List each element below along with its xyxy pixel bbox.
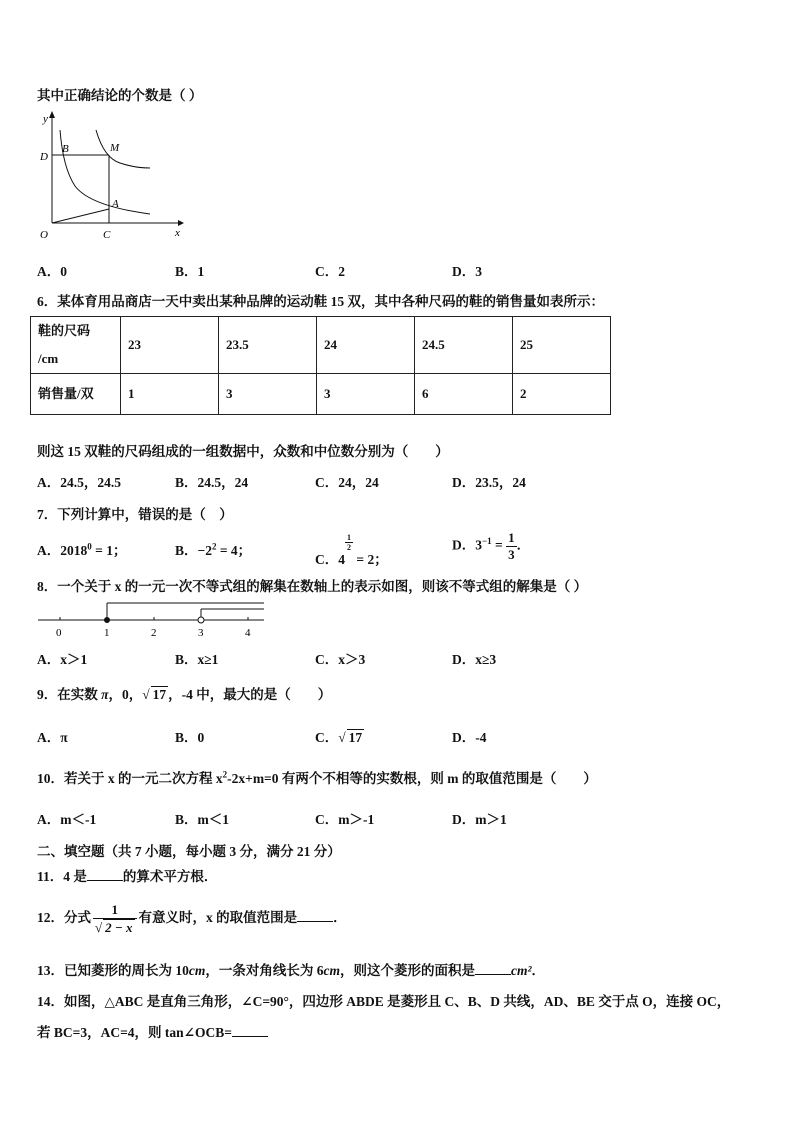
fig-d-label: D — [40, 151, 48, 163]
q8-option-d: D．x≥3 — [452, 652, 497, 667]
fig-y-label: y — [43, 113, 48, 125]
fig-o-label: O — [40, 229, 48, 241]
q9-option-c: C．√ 17 — [315, 730, 363, 745]
tick-label: 2 — [151, 627, 157, 639]
q5-figure — [30, 108, 190, 243]
q7-option-c: C．4 $\frac{1}{2}$ = 2； — [315, 533, 388, 567]
tick-label: 0 — [56, 627, 62, 639]
q10-option-d: D．m＞1 — [452, 812, 507, 827]
q9-option-b: B．0 — [175, 730, 205, 745]
q7-option-d: D．$3^{-1}$ = $\frac{1}{3}$ ． — [452, 530, 531, 562]
fig-c-label: C — [103, 229, 111, 241]
tick-label: 3 — [198, 627, 204, 639]
q6-option-c: C．24，24 — [315, 475, 379, 490]
table-cell: 23.5 — [219, 317, 317, 374]
size-header-label: 鞋的尺码 — [38, 323, 91, 338]
fig-x-label: x — [175, 227, 180, 239]
table-cell: 3 — [219, 374, 317, 415]
table-cell: 24 — [317, 317, 415, 374]
q8-stem: 8．一个关于 x 的一元一次不等式组的解集在数轴上的表示如图，则该不等式组的解集是（ ） — [37, 579, 588, 594]
q10-option-b: B．m＜1 — [175, 812, 229, 827]
q13: 13．已知菱形的周长为 10cm，一条对角线长为 6cm，则这个菱形的面积是 cm²． — [37, 963, 546, 978]
tick-label: 1 — [104, 627, 110, 639]
q7-stem: 7．下列计算中，错误的是（ ） — [37, 507, 233, 522]
table-cell: 2 — [513, 374, 611, 415]
q6-stem: 6．某体育用品商店一天中卖出某种品牌的运动鞋 15 双，其中各种尺码的鞋的销售量如表所示： — [37, 294, 604, 309]
q14-line1: 14．如图，△ABC 是直角三角形，∠C=90°，四边形 ABDE 是菱形且 C、B、D 共线，AD、BE 交于点 O，连接 OC， — [37, 994, 731, 1009]
section-2-heading: 二、填空题（共 7 小题，每小题 3 分，满分 21 分） — [37, 844, 341, 859]
fig-b-label: B — [62, 143, 69, 155]
table-row — [31, 374, 611, 415]
q8-option-a: A．x＞1 — [37, 652, 88, 667]
table-cell: 24.5 — [415, 317, 513, 374]
q6-option-d: D．23.5，24 — [452, 475, 526, 490]
fig-a-label: A — [112, 198, 119, 210]
q7-option-b: B．$-2^2 = 4$； — [175, 541, 252, 558]
q10-stem: 10．若关于 x 的一元二次方程 $x^2-2x+m=0$ 有两个不相等的实数根，则 m 的取值范围是（ ） — [37, 769, 597, 786]
fig-m-label: M — [110, 142, 120, 154]
q11: 11．4 是 的算术平方根． — [37, 869, 218, 884]
q6-question: 则这 15 双鞋的尺码组成的一组数据中，众数和中位数分别为（ ） — [37, 444, 449, 459]
q8-option-c: C．x＞3 — [315, 652, 366, 667]
table-cell: 3 — [317, 374, 415, 415]
shoe-size-table — [30, 316, 611, 415]
q9-option-d: D．-4 — [452, 730, 487, 745]
q10-option-a: A．m＜-1 — [37, 812, 97, 827]
table-cell: 6 — [415, 374, 513, 415]
table-cell: 25 — [513, 317, 611, 374]
q5-stem: 其中正确结论的个数是（ ） — [37, 88, 203, 103]
tick-label: 4 — [245, 627, 251, 639]
q9-stem: 9．在实数 π，0，√ 17 ，-4 中，最大的是（ ） — [37, 687, 332, 702]
q5-option-d: D．3 — [452, 264, 482, 279]
q5-option-c: C．2 — [315, 264, 345, 279]
size-header-unit: /cm — [38, 351, 59, 366]
table-header-cell: 销售量/双 — [31, 374, 121, 415]
table-cell: 1 — [121, 374, 219, 415]
table-header-cell — [31, 317, 121, 374]
table-cell: 23 — [121, 317, 219, 374]
q9-option-a: A．π — [37, 730, 68, 745]
q5-option-b: B．1 — [175, 264, 205, 279]
q12: 12．分式 $\frac{1}{√ 2 - x}$ 有意义时，x 的取值范围是 ． — [37, 902, 347, 935]
q6-option-a: A．24.5，24.5 — [37, 475, 121, 490]
number-line — [36, 598, 276, 642]
q6-option-b: B．24.5，24 — [175, 475, 249, 490]
q7-option-a: A．$2018^0 = 1$； — [37, 541, 127, 558]
q14-line2: 若 BC=3，AC=4，则 tan∠OCB= — [37, 1021, 268, 1041]
q8-option-b: B．x≥1 — [175, 652, 219, 667]
q10-option-c: C．m＞-1 — [315, 812, 375, 827]
q5-option-a: A．0 — [37, 264, 67, 279]
table-row — [31, 317, 611, 374]
